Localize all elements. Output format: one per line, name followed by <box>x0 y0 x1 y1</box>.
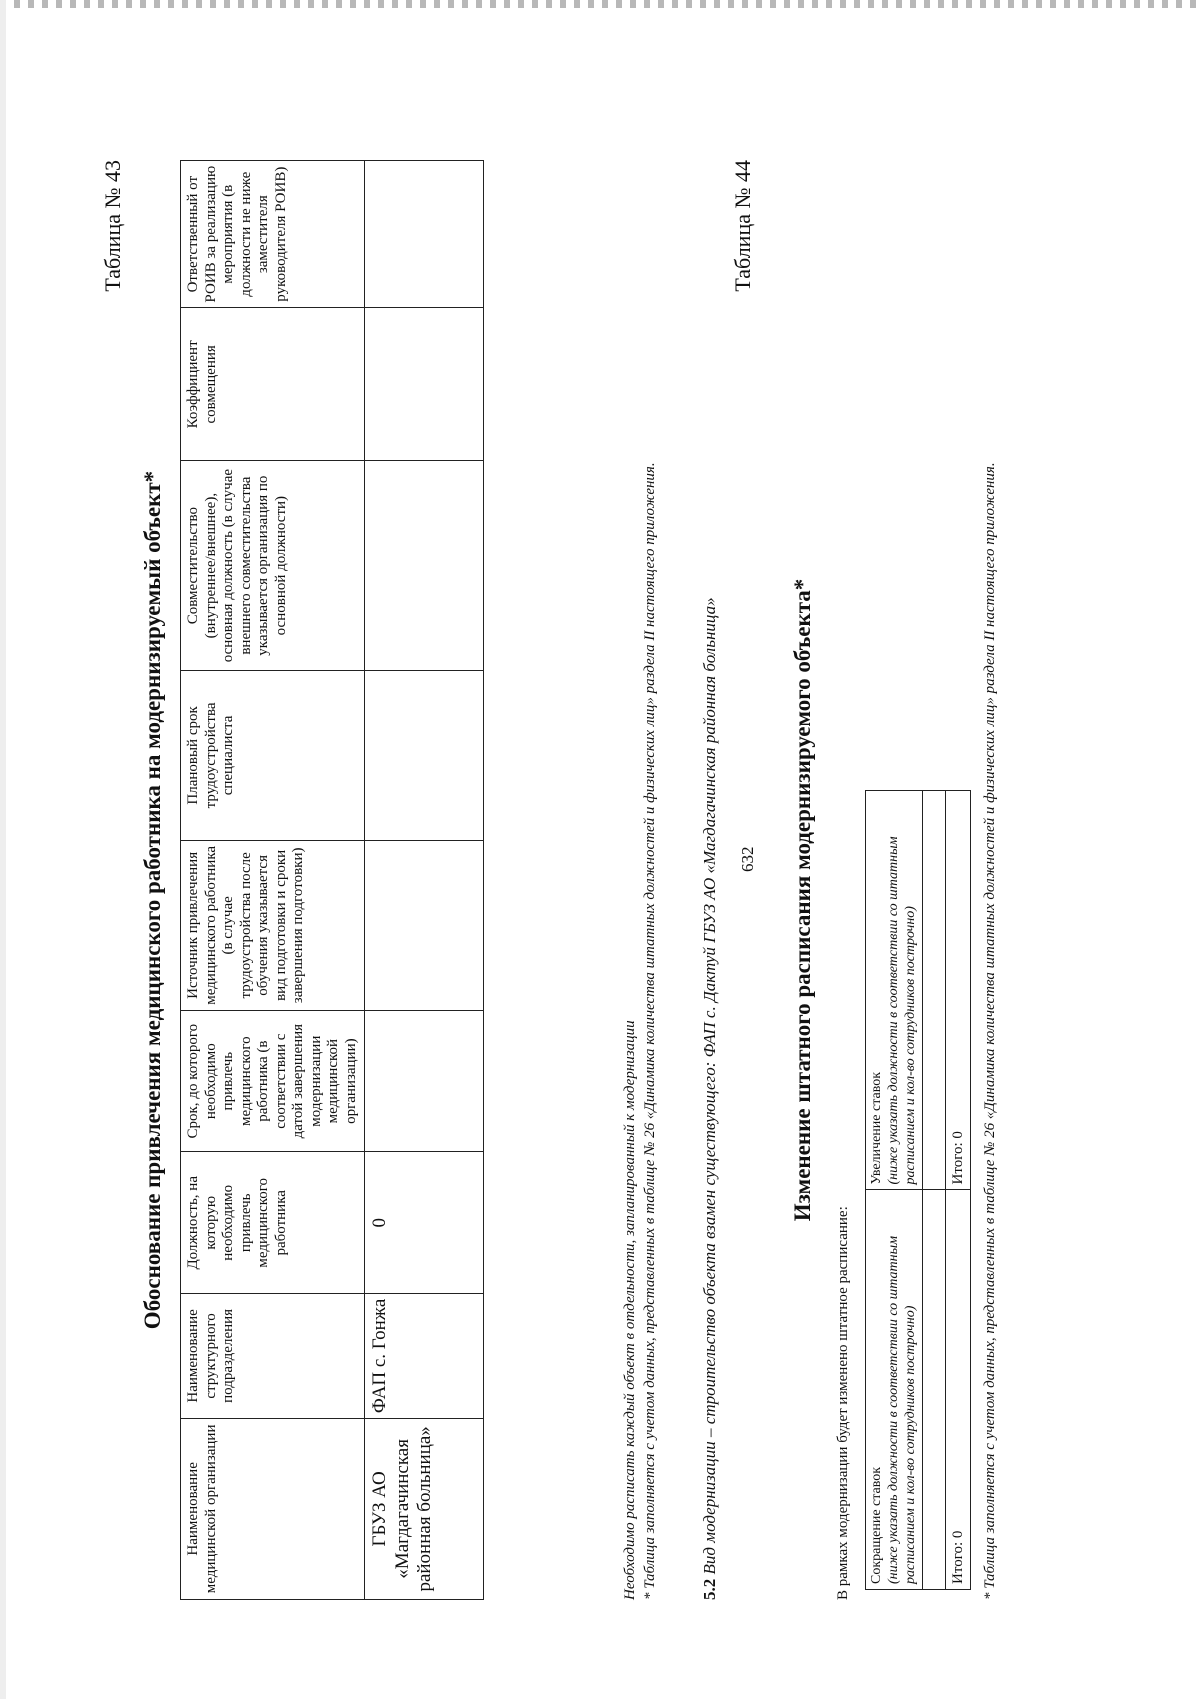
table-44-label: Таблица № 44 <box>730 160 755 292</box>
table-44-header-row <box>866 791 923 1590</box>
table-43-notes <box>620 160 661 1600</box>
header-cell: Совместительство (внутреннее/внешнее), основная должность (в случае внешнего совместительства указывается организация по основной должности) <box>181 461 365 671</box>
scan-left-shadow <box>0 0 6 1699</box>
table-44-total-row <box>946 791 971 1590</box>
table-cell: ФАП с. Гонжа <box>365 1294 484 1419</box>
table-43-header-row <box>181 161 365 1600</box>
reduction-subheader: (ниже указать должности в соответствии со штатным расписанием и кол-во сотрудников построчно) <box>885 1235 918 1584</box>
section-5-2 <box>700 160 720 1600</box>
table-cell: ГБУЗ АО «Магдагачинская районная больница» <box>365 1418 484 1599</box>
table-row <box>923 791 946 1590</box>
table-cell <box>365 308 484 461</box>
header-cell: Наименование медицинской организации <box>181 1418 365 1599</box>
table-cell <box>365 161 484 308</box>
table-row <box>365 161 484 1600</box>
table-43 <box>180 160 484 1600</box>
header-cell: Ответственный от РОИВ за реализацию мероприятия (в должности не ниже заместителя руководителя РОИВ) <box>181 161 365 308</box>
header-cell: Наименование структурного подразделения <box>181 1294 365 1419</box>
table-44-title: Изменение штатного расписания модернизируемого объекта* <box>790 578 815 1222</box>
table-cell <box>923 1190 946 1590</box>
table-cell <box>923 791 946 1191</box>
table-43-title: Обоснование привлечения медицинского работника на модернизируемый объект* <box>140 470 165 1330</box>
header-cell: Плановый срок трудоустройства специалиста <box>181 670 365 840</box>
header-cell: Срок, до которого необходимо привлечь медицинского работника (в соответствии с датой завершения модернизации медицинской организации) <box>181 1010 365 1152</box>
increase-total: Итого: 0 <box>946 791 971 1191</box>
reduction-header: Сокращение ставок <box>869 1466 884 1584</box>
rotated-page-content <box>100 120 1180 1640</box>
page-number: 632 <box>738 846 757 872</box>
reduction-total: Итого: 0 <box>946 1190 971 1590</box>
increase-header-cell <box>866 791 923 1191</box>
table-44 <box>865 790 971 1590</box>
table-cell <box>365 670 484 840</box>
table-cell <box>365 461 484 671</box>
increase-subheader: (ниже указать должности в соответствии со штатным расписанием и кол-во сотрудников построчно) <box>885 836 918 1185</box>
table-44-footnote: * Таблица заполняется с учетом данных, представленных в таблице № 26 «Динамика количества штатных должностей и физических лиц» раздела II настоящего приложения. <box>982 462 998 1600</box>
note-line: Необходимо расписать каждый объект в отдельности, запланированный к модернизации <box>622 1020 638 1600</box>
section-number: 5.2 <box>700 1578 719 1600</box>
table-cell: 0 <box>365 1152 484 1294</box>
table-43-label: Таблица № 43 <box>100 160 125 292</box>
table-cell <box>365 840 484 1010</box>
reduction-header-cell <box>866 1190 923 1590</box>
table-44-intro: В рамках модернизации будет изменено штатное расписание: <box>835 1206 851 1600</box>
section-text: Вид модернизации – строительство объекта взамен существующего: ФАП с. Дактуй ГБУЗ АО «Магдагачинская районная больница» <box>700 597 719 1575</box>
header-cell: Должность, на которую необходимо привлечь медицинского работника <box>181 1152 365 1294</box>
footnote-line: * Таблица заполняется с учетом данных, представленных в таблице № 26 «Динамика количества штатных должностей и физических лиц» раздела II настоящего приложения. <box>642 462 659 1600</box>
header-cell: Источник привлечения медицинского работника (в случае трудоустройства после обучения указывается вид подготовки и сроки завершения подготовки) <box>181 840 365 1010</box>
table-cell <box>365 1010 484 1152</box>
header-cell: Коэффициент совмещения <box>181 308 365 461</box>
scan-edge-artifact <box>0 0 1200 8</box>
increase-header: Увеличение ставок <box>869 1071 884 1185</box>
